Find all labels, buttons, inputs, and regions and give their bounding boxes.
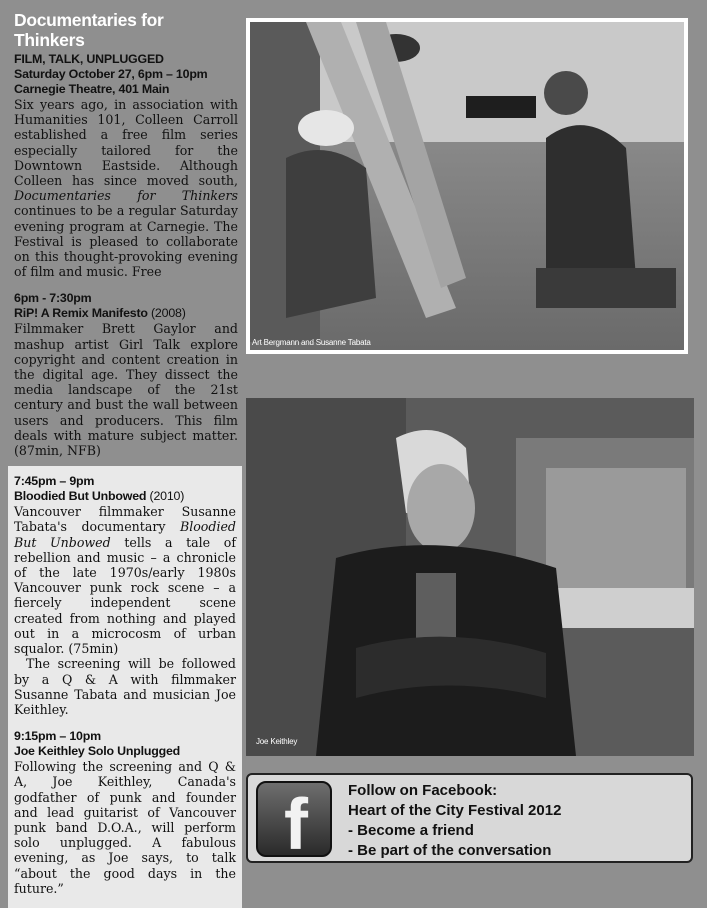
event1-name: RiP! A Remix Manifesto: [14, 306, 148, 321]
highlight-block: [8, 466, 242, 908]
photo-joe-keithley: [246, 398, 694, 756]
event2-description: [14, 504, 236, 656]
event3-title: Joe Keithley Solo Unplugged: [14, 744, 181, 759]
article-column: [8, 10, 242, 908]
event2-film-name: Bloodied But Unbowed: [14, 519, 236, 550]
event2-title: [14, 489, 236, 504]
event-date: Saturday October 27, 6pm – 10pm: [14, 67, 208, 81]
photo2-caption: Joe Keithley: [256, 737, 298, 746]
facebook-line-friend: - Become a friend: [348, 822, 474, 839]
event2-year: (2010): [146, 489, 185, 504]
facebook-line-conversation: - Be part of the conversation: [348, 842, 552, 859]
section-subtitle: FILM, TALK, UNPLUGGED: [14, 52, 164, 66]
event-venue: Carnegie Theatre, 401 Main: [14, 82, 170, 96]
facebook-text: [348, 781, 561, 861]
facebook-icon[interactable]: [256, 781, 332, 865]
intro-block: [8, 10, 242, 462]
event1-time: 6pm - 7:30pm: [14, 291, 92, 306]
photo1-caption: Art Bergmann and Susanne Tabata: [252, 338, 371, 347]
photo-art-bergmann-susanne-tabata: [246, 18, 688, 354]
event1-year: (2008): [147, 306, 186, 321]
event3-description: Following the screening and Q & A, Joe Keithley, Canada's godfather of punk and founder and lead guitarist of Vancouver punk band D.O.A., will perform solo unplugged. A fabulous evening, as Joe says, to talk “about the good days in the future.”: [14, 759, 236, 896]
event1-description: Filmmaker Brett Gaylor and mashup artist Girl Talk explore copyright and content creation in the digital age. They dissect the media landscape of the 21st century and bust the wall between users and producers. This film deals with mature subject matter. (87min, NFB): [14, 321, 238, 459]
facebook-promo: [246, 773, 693, 863]
event3-time: 9:15pm – 10pm: [14, 729, 101, 744]
event2-name: Bloodied But Unbowed: [14, 489, 147, 504]
intro-text-a: Six years ago, in association with Humanities 101, Colleen Carroll established a free film series especially tailored for the Downtown Eastside. Although Colleen has since moved south,: [14, 97, 238, 189]
facebook-line-follow: Follow on Facebook:: [348, 782, 498, 799]
event2-text-a: Vancouver filmmaker Susanne Tabata's documentary: [14, 504, 236, 535]
photo1-image: [246, 18, 688, 354]
section-title: Documentaries for Thinkers: [14, 10, 164, 50]
facebook-line-festival: Heart of the City Festival 2012: [348, 802, 562, 819]
event2-followup: The screening will be followed by a Q & A with filmmaker Susanne Tabata and musician Joe Keithley.: [14, 656, 236, 717]
intro-text-b: continues to be a regular Saturday evening program at Carnegie. The Festival is pleased to collaborate on this thought-provoking evening of film and music. Free: [14, 203, 238, 280]
photo2-image: [246, 398, 694, 756]
event1-title: [14, 306, 238, 321]
event2-time: 7:45pm – 9pm: [14, 474, 95, 489]
event2-text-b: tells a tale of rebellion and music – a chronicle of the late 1970s/early 1980s Vancouver punk rock scene – a fiercely independent scene created from nothing and played out in a microcosm of urban squalor. (75min): [14, 534, 236, 657]
intro-series-name: Documentaries for Thinkers: [14, 188, 238, 204]
intro-paragraph: [14, 97, 238, 279]
facebook-glyph: f: [284, 785, 308, 865]
